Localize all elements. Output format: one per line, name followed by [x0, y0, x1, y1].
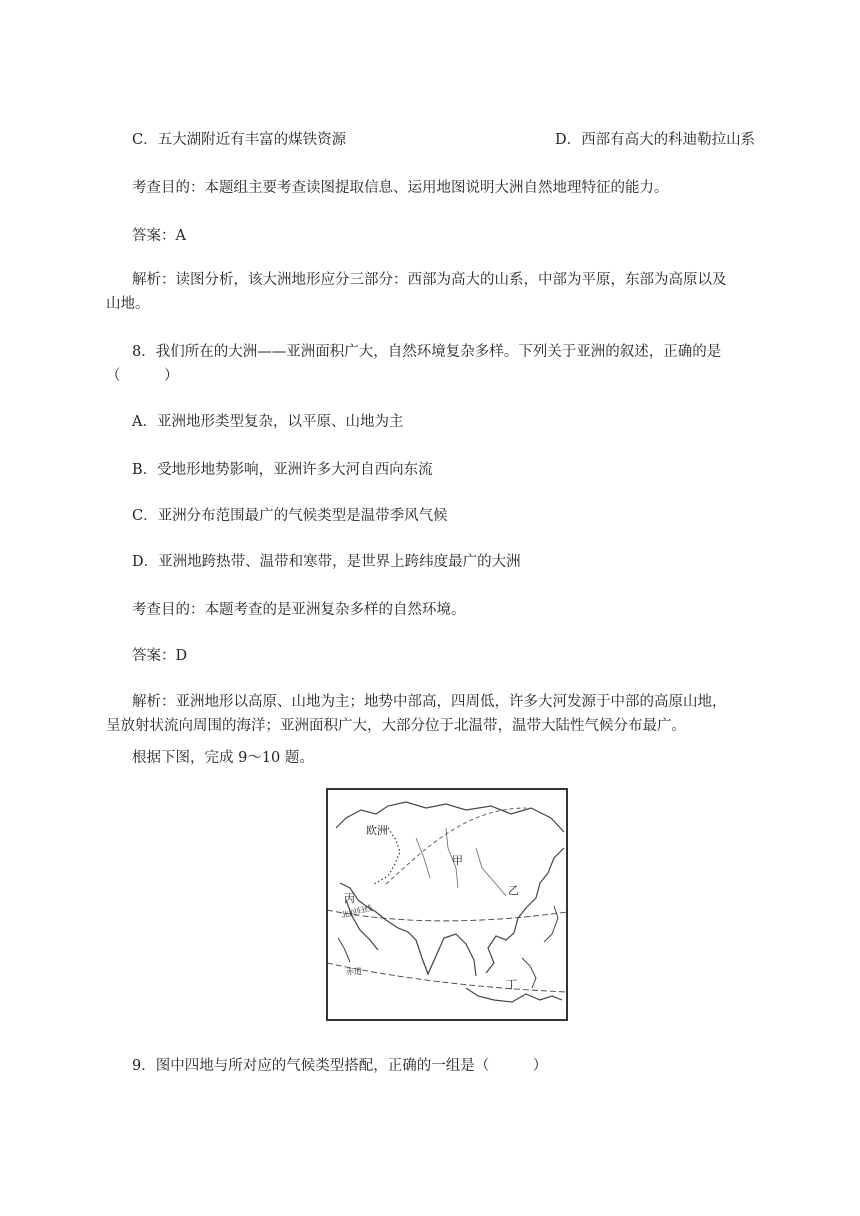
q7-analysis: 解析：读图分析，该大洲地形应分三部分：西部为高大的山系，中部为平原，东部为高原以及山地。	[106, 272, 727, 312]
q8-option-b: B．受地形地势影响，亚洲许多大河自西向东流	[132, 462, 433, 478]
q8-answer: 答案：D	[132, 648, 188, 664]
q8-purpose: 考查目的：本题考查的是亚洲复杂多样的自然环境。	[132, 602, 466, 618]
q7-purpose: 考查目的：本题组主要考查读图提取信息、运用地图说明大洲自然地理特征的能力。	[132, 180, 669, 196]
map-label-equator: 赤道	[346, 967, 362, 976]
q8-option-c: C．亚洲分布范围最广的气候类型是温带季风气候	[132, 508, 448, 524]
q7-answer: 答案：A	[132, 228, 186, 244]
q8-option-d: D．亚洲地跨热带、温带和寒带，是世界上跨纬度最广的大洲	[132, 554, 521, 570]
q7-option-c: C．五大湖附近有丰富的煤铁资源	[132, 132, 347, 148]
q8-stem: 8．我们所在的大洲——亚洲面积广大，自然环境复杂多样。下列关于亚洲的叙述，正确的是（ ）	[106, 344, 722, 384]
q8-analysis: 解析：亚洲地形以高原、山地为主；地势中部高，四周低，许多大河发源于中部的高原山地，呈放射状流向周围的海洋；亚洲面积广大，大部分位于北温带，温带大陆性气候分布最广。	[106, 694, 727, 734]
map-label-europe: 欧洲	[366, 824, 388, 837]
map-intro: 根据下图，完成 9～10 题。	[132, 750, 314, 766]
map-label-ding: 丁	[506, 978, 517, 991]
q9-stem: 9．图中四地与所对应的气候类型搭配，正确的一组是（ ）	[132, 1058, 548, 1074]
map-label-tropic: 北回归线	[340, 903, 374, 920]
map-label-yi: 乙	[508, 884, 519, 897]
map-label-bing: 丙	[344, 892, 355, 905]
asia-map	[326, 788, 568, 1021]
q7-option-d: D．西部有高大的科迪勒拉山系	[555, 132, 756, 148]
map-label-jia: 甲	[452, 854, 463, 867]
q8-option-a: A．亚洲地形类型复杂，以平原、山地为主	[132, 414, 404, 430]
